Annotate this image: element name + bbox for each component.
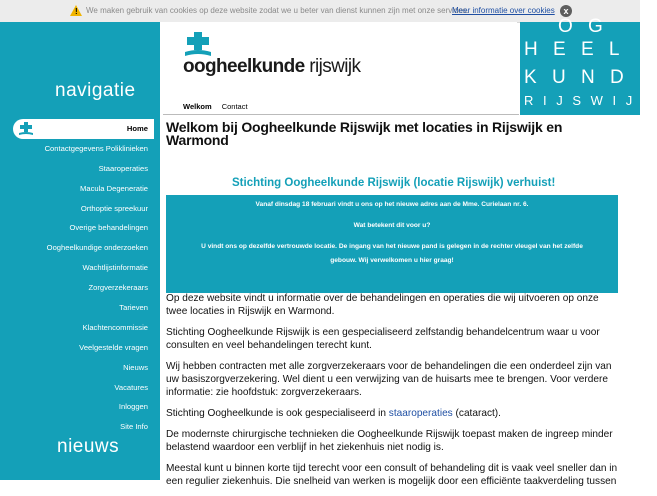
sidebar-item-label: Oogheelkundige onderzoeken [46, 243, 148, 253]
sidebar-item-tarieven[interactable] [0, 298, 154, 318]
sidebar-item-label: Vacatures [114, 382, 148, 392]
cookie-info-link[interactable]: Meer informatie over cookies [452, 6, 555, 15]
sidebar-item-label: Staaroperaties [98, 163, 148, 173]
sidebar-item-onderzoeken[interactable] [0, 238, 154, 258]
sidebar-item-nieuws[interactable] [0, 358, 154, 378]
nav-title: navigatie [55, 80, 136, 101]
sidebar-item-staaroperaties[interactable] [0, 159, 154, 179]
sidebar-item-orthoptie[interactable] [0, 199, 154, 219]
sidebar-item-label: Tarieven [119, 303, 148, 313]
sidebar-item-zorgverzekeraars[interactable] [0, 278, 154, 298]
sidebar-item-label: Wachtlijstinformatie [82, 263, 148, 273]
sidebar-item-label: Contactgegevens Poliklinieken [44, 143, 148, 153]
brand-row-2: H E E L [524, 39, 625, 60]
sidebar-item-label: Macula Degeneratie [80, 183, 148, 193]
logo-text[interactable] [183, 56, 360, 78]
nav-list [0, 119, 154, 437]
sidebar-item-label: Klachtencommissie [82, 322, 148, 332]
logo-cross-icon [183, 32, 213, 58]
sidebar-item-faq[interactable] [0, 338, 154, 358]
paragraph: Op deze website vindt u informatie over de behandelingen en operaties die wij uitvoeren op onze twee locaties in Rijswijk en Warmond. [166, 293, 599, 317]
sidebar-item-vacatures[interactable] [0, 378, 154, 398]
sidebar-item-label: Veelgestelde vragen [79, 342, 148, 352]
staaroperaties-link[interactable]: staaroperaties [388, 408, 453, 419]
warning-icon: ! [70, 5, 82, 16]
content-body [166, 292, 618, 496]
top-nav [183, 102, 248, 111]
paragraph-text: Stichting Oogheelkunde is ook gespecialiseerd in [166, 408, 389, 419]
tab-contact[interactable]: Contact [221, 102, 248, 111]
notice-line: Wat betekent dit voor u? [353, 222, 431, 229]
notice-line: U vindt ons op dezelfde vertrouwde locatie. De ingang van het nieuwe pand is gelegen in de rechter vleugel van het zelfde [201, 243, 583, 250]
sidebar-item-macula[interactable] [0, 179, 154, 199]
paragraph: Wij hebben contracten met alle zorgverzekeraars voor de behandelingen die een onderdeel zijn van uw basiszorgverzekering. Wel dient u een verwijzing van de huisarts mee te brengen. Voor verdere informatie: zie hoofdstuk: zorgverzekeraars. [166, 361, 612, 398]
sidebar-item-label: Inloggen [118, 402, 148, 412]
home-icon [17, 122, 35, 136]
sidebar-item-wachtlijst[interactable] [0, 258, 154, 278]
header-divider [163, 114, 519, 115]
header [163, 22, 517, 115]
sidebar-item-label: Overige behandelingen [69, 223, 148, 233]
notice-line: gebouw. Wij verwelkomen u hier graag! [330, 257, 454, 264]
sidebar-item-home[interactable] [13, 119, 154, 139]
sidebar-item-label: Site Info [120, 422, 148, 432]
paragraph: Stichting Oogheelkunde Rijswijk is een gespecialiseerd zelfstandig behandelcentrum waar u voor consulten en veel behandelingen terecht kunt. [166, 327, 600, 351]
main-content [166, 119, 618, 487]
brand-row-3: K U N D E [524, 67, 657, 88]
sidebar-item-contactgegevens[interactable] [0, 139, 154, 159]
close-icon[interactable]: x [560, 5, 572, 17]
paragraph [166, 407, 618, 420]
logo-light: rijswijk [309, 56, 361, 77]
paragraph: Meestal kunt u binnen korte tijd terecht voor een consult of behandeling dit is vaak veel sneller dan in een regulier ziekenhuis. Die snelheid van werken is mogelijk door een efficiënte taakverdeling tussen [166, 463, 618, 487]
sidebar-item-label: Zorgverzekeraars [88, 283, 148, 293]
sidebar-item-overige[interactable] [0, 218, 154, 238]
paragraph-text: (cataract). [452, 408, 501, 419]
cookie-message: We maken gebruik van cookies op deze website zodat we u beter van dienst kunnen zijn met onze services. [86, 6, 469, 15]
cookie-bar [0, 0, 640, 23]
notice-title: Stichting Oogheelkunde Rijswijk (locatie Rijswijk) verhuist! [232, 177, 556, 189]
notice-line: Vanaf dinsdag 18 februari vindt u ons op het nieuwe adres aan de Mme. Curielaan nr. 6. [255, 201, 529, 208]
sidebar-item-label: Home [126, 124, 148, 133]
sidebar-item-inloggen[interactable] [0, 397, 154, 417]
sidebar-item-label: Orthoptie spreekuur [80, 203, 148, 213]
notice-box [166, 195, 618, 293]
brand-box [520, 16, 657, 115]
sidebar [0, 22, 160, 480]
page-title: Welkom bij Oogheelkunde Rijswijk met locaties in Rijswijk en Warmond [166, 119, 563, 148]
brand-row-4: R I J S W I J K [524, 93, 654, 108]
paragraph: De modernste chirurgische technieken die Oogheelkunde Rijswijk toepast maken de ingreep minder belastend waardoor een verblijf in het ziekenhuis niet nodig is. [166, 429, 613, 453]
sidebar-item-klachten[interactable] [0, 318, 154, 338]
tab-welkom[interactable]: Welkom [183, 102, 212, 111]
news-title: nieuws [57, 436, 120, 457]
sidebar-item-label: Nieuws [123, 362, 148, 372]
sidebar-item-site-info[interactable] [0, 417, 154, 437]
logo-bold: oogheelkunde [183, 56, 305, 77]
brand-row-1: O G [558, 16, 608, 37]
